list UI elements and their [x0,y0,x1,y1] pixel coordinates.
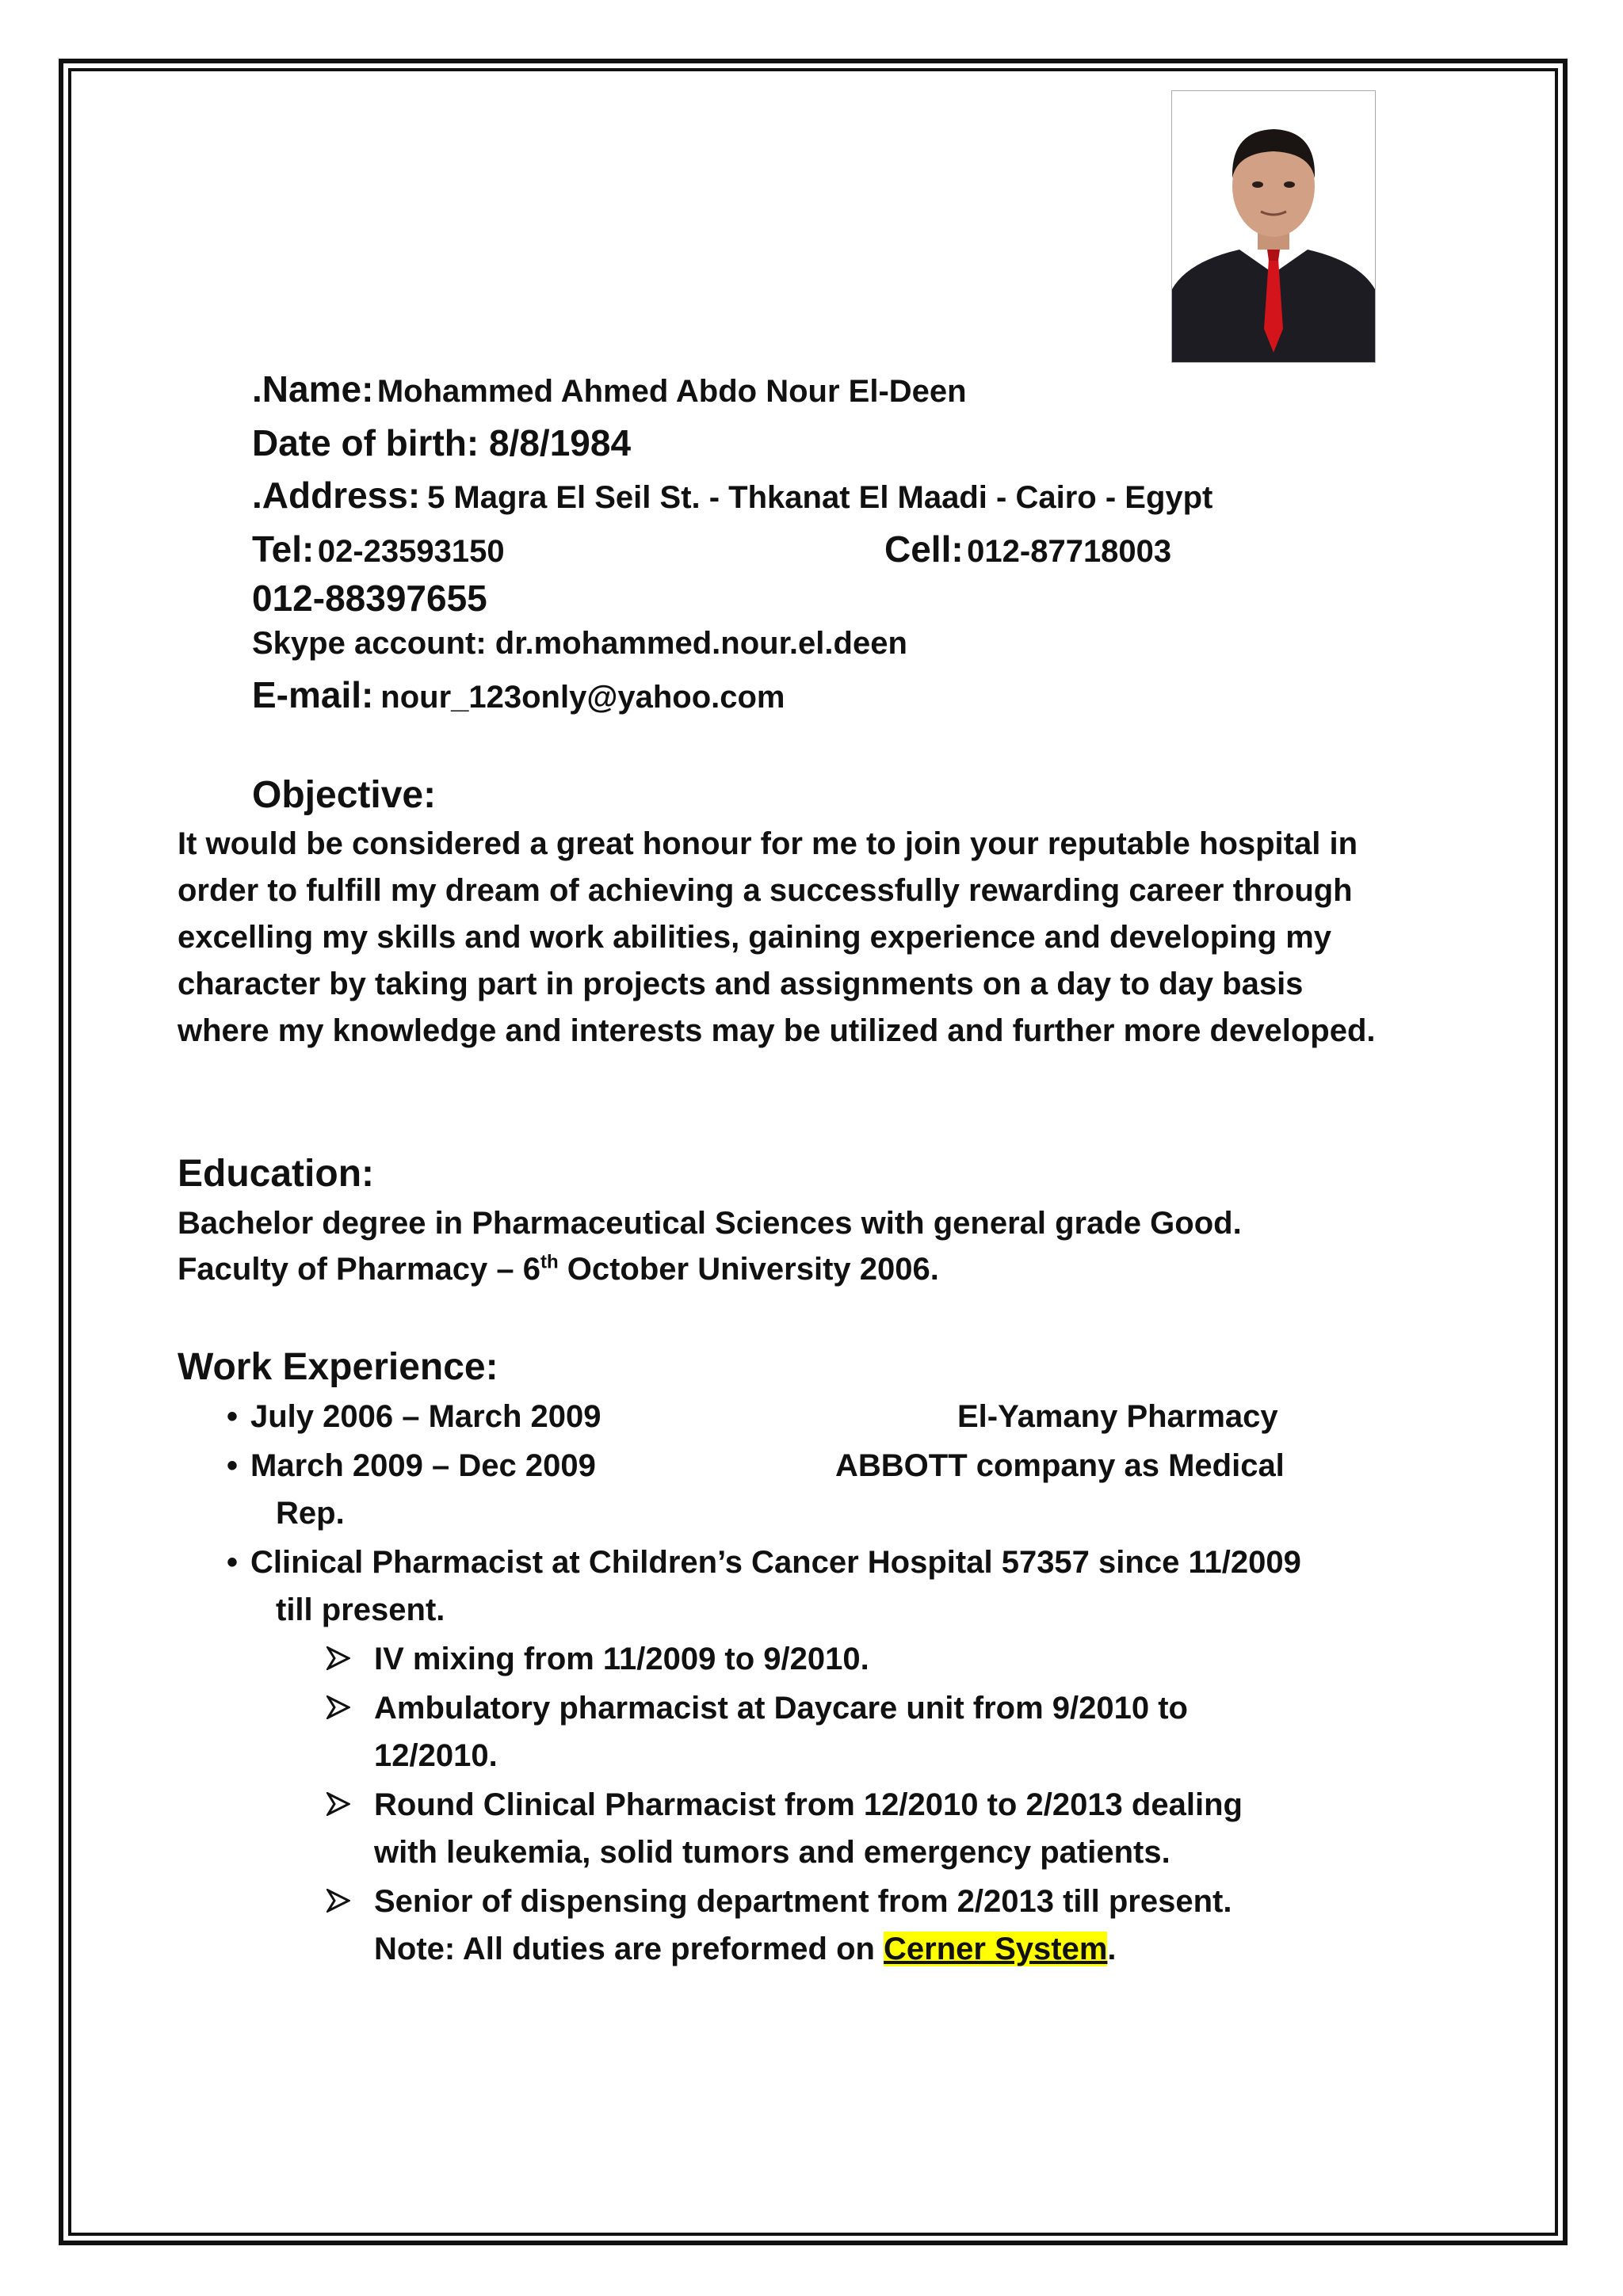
email-value: nour_123only@yahoo.com [380,680,785,715]
work-heading: Work Experience: [178,1346,498,1388]
profile-photo [1171,90,1376,363]
name-line [252,368,967,410]
note-line [374,1933,1117,1965]
bullet-icon: • [227,1448,239,1483]
education-faculty-pre: Faculty of Pharmacy – 6 [178,1252,540,1287]
job3-line2: till present. [276,1592,445,1627]
arrowhead-icon [327,1792,350,1816]
name-label: .Name: [252,368,374,410]
education-heading: Education: [178,1153,374,1195]
sub4-line1: Senior of dispensing department from 2/2013 till present. [374,1884,1232,1919]
name-value: Mohammed Ahmed Abdo Nour El-Deen [376,374,967,409]
address-line [252,475,1213,516]
sub3-line2: with leukemia, solid tumors and emergency patients. [374,1835,1170,1870]
arrowhead-icon [327,1695,350,1719]
email-label: E-mail: [252,674,374,715]
bullet-icon: • [227,1545,239,1580]
tel-value: 02-23593150 [317,534,505,569]
sub2-line1: Ambulatory pharmacist at Daycare unit from 9/2010 to [374,1691,1188,1726]
job2-date: March 2009 – Dec 2009 [250,1448,596,1483]
sub2-line2: 12/2010. [374,1738,498,1773]
cerner-system-highlight: Cerner System [884,1932,1108,1966]
tel-line [252,528,505,570]
address-value: 5 Magra El Seil St. - Thkanat El Maadi - Cairo - Egypt [427,480,1213,515]
education-faculty [178,1253,939,1285]
education-faculty-post: October University 2006. [558,1252,939,1287]
address-label: .Address: [252,475,421,516]
job1-date: July 2006 – March 2009 [250,1399,601,1434]
cell-line [884,528,1172,570]
phone-secondary: 012-88397655 [252,578,487,619]
date-of-birth: Date of birth: 8/8/1984 [252,422,632,463]
job1-place: El-Yamany Pharmacy [957,1399,1278,1434]
job2-place-cont: Rep. [276,1496,345,1531]
job3-line1: Clinical Pharmacist at Children’s Cancer Hospital 57357 since 11/2009 [250,1545,1301,1580]
email-line [252,674,785,715]
bullet-icon: • [227,1399,239,1434]
cell-value: 012-87718003 [967,534,1172,569]
sub1-text: IV mixing from 11/2009 to 9/2010. [374,1642,869,1676]
sub3-line1: Round Clinical Pharmacist from 12/2010 to 2/2013 dealing [374,1787,1243,1822]
education-degree: Bachelor degree in Pharmaceutical Sciences with general grade Good. [178,1206,1242,1241]
job2-place: ABBOTT company as Medical [835,1448,1285,1483]
arrowhead-icon [327,1889,350,1913]
objective-heading: Objective: [252,774,437,816]
note-prefix: Note: All duties are preformed on [374,1932,884,1966]
education-faculty-sup: th [540,1251,559,1273]
note-suffix: . [1107,1932,1117,1966]
objective-text: It would be considered a great honour for me to join your reputable hospital in order to fulfill my dream of achieving a successfully rewarding career through excelling my skills and work abilities, gaining experience and developing my character by taking part in projects and assignments on a day to day basis where my knowledge and interests may be utilized and further more developed. [178,826,1376,1048]
arrowhead-icon [327,1646,350,1670]
tel-label: Tel: [252,528,315,570]
skype-account: Skype account: dr.mohammed.nour.el.deen [252,626,907,661]
cell-label: Cell: [884,528,964,570]
